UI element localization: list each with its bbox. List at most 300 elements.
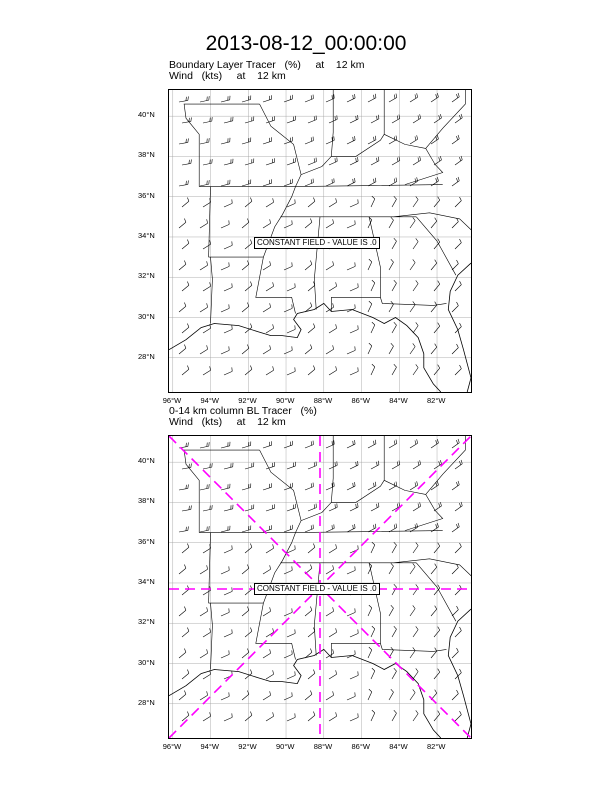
wind-barb bbox=[392, 364, 397, 375]
barb-shaft bbox=[389, 692, 394, 700]
barb-feather bbox=[191, 117, 192, 121]
barb-feather bbox=[333, 691, 334, 695]
wind-barb bbox=[329, 670, 337, 679]
barb-feather bbox=[336, 544, 337, 548]
barb-feather bbox=[189, 464, 190, 468]
barb-feather bbox=[394, 322, 397, 325]
barb-shaft bbox=[329, 202, 337, 207]
barb-shaft bbox=[431, 305, 437, 312]
barb-shaft bbox=[410, 651, 415, 658]
barb-shaft bbox=[347, 444, 355, 448]
barb-feather bbox=[187, 366, 188, 370]
barb-feather bbox=[435, 606, 437, 609]
barb-shaft bbox=[392, 629, 397, 637]
barb-shaft bbox=[371, 545, 375, 553]
barb-shaft bbox=[182, 547, 189, 553]
barb-feather bbox=[391, 563, 394, 566]
barb-feather bbox=[394, 179, 395, 183]
barb-shaft bbox=[455, 243, 461, 249]
barb-feather bbox=[435, 302, 437, 305]
wind-barb bbox=[413, 626, 418, 637]
barb-shaft bbox=[434, 464, 441, 469]
wind-barb bbox=[371, 196, 375, 207]
barb-shaft bbox=[200, 223, 208, 228]
wind-barb bbox=[203, 712, 211, 721]
barb-shaft bbox=[329, 548, 337, 553]
barb-feather bbox=[396, 440, 397, 444]
wind-barb bbox=[371, 503, 379, 511]
wind-barb bbox=[284, 692, 292, 700]
barb-shaft bbox=[389, 220, 394, 228]
wind-barb bbox=[242, 691, 249, 700]
wind-barb bbox=[413, 196, 418, 207]
wind-barb bbox=[347, 262, 355, 270]
barb-feather bbox=[186, 527, 187, 531]
barb-shaft bbox=[413, 160, 421, 165]
barb-feather bbox=[417, 93, 418, 97]
barb-shaft bbox=[371, 325, 375, 333]
barb-feather bbox=[394, 668, 397, 671]
wind-barb bbox=[221, 96, 230, 102]
wind-barb bbox=[242, 261, 249, 270]
barb-shaft bbox=[413, 200, 418, 207]
barb-feather bbox=[355, 136, 356, 140]
wind-barb bbox=[200, 607, 208, 616]
state-boundary bbox=[331, 563, 380, 658]
barb-shaft bbox=[179, 306, 186, 312]
barb-shaft bbox=[224, 371, 232, 375]
barb-shaft bbox=[431, 485, 438, 490]
barb-shaft bbox=[200, 569, 208, 574]
wind-barb bbox=[329, 503, 337, 511]
barb-feather bbox=[207, 345, 208, 349]
wind-barb bbox=[431, 564, 437, 574]
wind-barb bbox=[242, 303, 249, 312]
wind-barb bbox=[455, 543, 461, 553]
barb-feather bbox=[460, 669, 462, 673]
barb-feather bbox=[186, 485, 187, 489]
barb-feather bbox=[391, 689, 394, 692]
wind-barb bbox=[389, 217, 394, 228]
barb-shaft bbox=[221, 100, 230, 102]
barb-feather bbox=[438, 365, 440, 368]
barb-feather bbox=[396, 482, 397, 486]
barb-shaft bbox=[347, 98, 355, 102]
wind-barb bbox=[221, 442, 230, 448]
wind-barb bbox=[182, 544, 189, 553]
wind-barb bbox=[287, 158, 295, 165]
barb-feather bbox=[415, 178, 416, 182]
state-boundary bbox=[209, 187, 211, 258]
barb-feather bbox=[184, 691, 185, 695]
barb-shaft bbox=[284, 696, 292, 700]
barb-shaft bbox=[371, 161, 379, 165]
wind-barb bbox=[371, 322, 375, 333]
wind-barb bbox=[200, 303, 208, 312]
barb-shaft bbox=[371, 367, 375, 375]
wind-barb bbox=[347, 440, 355, 448]
barb-feather bbox=[207, 261, 208, 265]
barb-feather bbox=[420, 502, 421, 506]
wind-barb bbox=[266, 198, 274, 207]
barb-shaft bbox=[371, 671, 375, 679]
wind-barb bbox=[329, 198, 337, 207]
lon-tick-label: 90°W bbox=[276, 396, 295, 405]
barb-feather bbox=[375, 178, 376, 182]
wind-barb bbox=[413, 364, 418, 375]
wind-barb bbox=[224, 325, 232, 333]
barb-feather bbox=[394, 137, 395, 141]
barb-shaft bbox=[179, 652, 186, 658]
lat-tick-label: 38°N bbox=[138, 150, 155, 160]
barb-feather bbox=[336, 198, 337, 202]
barb-feather bbox=[373, 525, 374, 529]
barb-shaft bbox=[305, 222, 312, 228]
wind-barb bbox=[179, 607, 186, 616]
barb-feather bbox=[373, 179, 374, 183]
wind-barb bbox=[413, 460, 421, 469]
barb-shaft bbox=[221, 654, 229, 658]
barb-feather bbox=[413, 301, 415, 304]
wind-barb bbox=[368, 94, 376, 102]
barb-feather bbox=[313, 712, 314, 716]
barb-shaft bbox=[179, 264, 186, 270]
barb-shaft bbox=[284, 224, 292, 228]
wind-barb bbox=[452, 260, 458, 270]
barb-shaft bbox=[431, 527, 438, 532]
barb-feather bbox=[310, 261, 311, 265]
barb-feather bbox=[460, 281, 462, 285]
barb-shaft bbox=[200, 446, 209, 448]
barb-feather bbox=[187, 198, 188, 202]
state-boundary bbox=[301, 90, 333, 175]
wind-barb bbox=[347, 524, 355, 532]
wind-barb bbox=[371, 364, 375, 375]
barb-feather bbox=[186, 97, 187, 101]
wind-barb bbox=[287, 504, 295, 511]
barb-shaft bbox=[452, 348, 458, 354]
wind-barb bbox=[203, 282, 211, 291]
barb-shaft bbox=[182, 285, 189, 291]
wind-barb bbox=[182, 198, 189, 207]
barb-shaft bbox=[284, 445, 292, 448]
wind-barb bbox=[203, 505, 212, 511]
barb-shaft bbox=[431, 139, 438, 144]
barb-feather bbox=[270, 691, 271, 695]
barb-shaft bbox=[350, 119, 358, 123]
barb-shaft bbox=[308, 201, 315, 207]
barb-shaft bbox=[326, 265, 334, 270]
barb-feather bbox=[353, 441, 354, 445]
barb-feather bbox=[435, 218, 437, 221]
wind-barb bbox=[347, 608, 355, 616]
barb-shaft bbox=[287, 329, 295, 333]
barb-feather bbox=[273, 712, 274, 716]
barb-shaft bbox=[350, 507, 358, 511]
barb-feather bbox=[415, 136, 416, 140]
barb-shaft bbox=[350, 465, 358, 469]
barb-shaft bbox=[182, 201, 189, 207]
wind-barb bbox=[263, 345, 271, 354]
wind-barb bbox=[413, 114, 421, 123]
state-boundary bbox=[199, 531, 443, 533]
barb-shaft bbox=[245, 467, 254, 469]
barb-feather bbox=[355, 178, 356, 182]
barb-feather bbox=[435, 260, 437, 263]
wind-barb bbox=[266, 324, 274, 333]
barb-shaft bbox=[392, 465, 400, 470]
barb-shaft bbox=[452, 222, 458, 228]
wind-barb bbox=[371, 542, 375, 553]
barb-shaft bbox=[347, 224, 355, 228]
wind-barb bbox=[350, 199, 358, 207]
wind-barb bbox=[413, 542, 418, 553]
wind-barb bbox=[245, 117, 254, 123]
barb-shaft bbox=[305, 529, 313, 532]
atlantic-coastline bbox=[448, 609, 471, 738]
barb-shaft bbox=[203, 548, 211, 553]
barb-feather bbox=[188, 138, 189, 142]
wind-barb bbox=[224, 241, 232, 249]
barb-shaft bbox=[452, 139, 459, 144]
barb-shaft bbox=[413, 506, 421, 511]
barb-feather bbox=[250, 670, 251, 674]
wind-barb bbox=[287, 671, 295, 679]
barb-shaft bbox=[263, 569, 271, 574]
wind-barb bbox=[329, 544, 337, 553]
barb-feather bbox=[391, 217, 394, 220]
barb-feather bbox=[416, 364, 418, 367]
barb-shaft bbox=[308, 120, 316, 123]
barb-shaft bbox=[389, 98, 397, 103]
barb-shaft bbox=[284, 570, 292, 574]
barb-feather bbox=[250, 282, 251, 286]
wind-barb bbox=[455, 711, 461, 721]
barb-shaft bbox=[329, 632, 337, 637]
barb-feather bbox=[207, 607, 208, 611]
barb-shaft bbox=[350, 287, 358, 291]
panel-2-subtitle-1: 0-14 km column BL Tracer (%) bbox=[169, 405, 317, 417]
wind-barb bbox=[179, 526, 188, 532]
wind-barb bbox=[305, 691, 312, 700]
wind-barb bbox=[326, 649, 334, 658]
barb-feather bbox=[439, 115, 440, 119]
barb-shaft bbox=[455, 547, 461, 553]
wind-barb bbox=[266, 158, 275, 165]
lon-tick-label: 96°W bbox=[162, 742, 182, 751]
barb-shaft bbox=[455, 369, 461, 375]
barb-shaft bbox=[266, 466, 275, 469]
wind-barb bbox=[326, 524, 334, 532]
barb-feather bbox=[436, 524, 437, 528]
barb-shaft bbox=[182, 243, 189, 249]
wind-barb bbox=[410, 135, 418, 144]
lon-tick-label: 94°W bbox=[200, 742, 219, 751]
barb-shaft bbox=[368, 608, 372, 616]
barb-feather bbox=[372, 710, 375, 713]
wind-barb bbox=[203, 117, 212, 123]
barb-feather bbox=[375, 136, 376, 140]
wind-barb bbox=[392, 280, 397, 291]
barb-shaft bbox=[287, 633, 295, 637]
barb-feather bbox=[459, 115, 460, 119]
barb-shaft bbox=[305, 610, 312, 616]
wind-barb bbox=[221, 262, 229, 270]
wind-barb bbox=[284, 262, 292, 270]
barb-shaft bbox=[245, 509, 254, 511]
barb-shaft bbox=[452, 443, 459, 448]
barb-shaft bbox=[305, 694, 312, 700]
wind-barb bbox=[389, 605, 394, 616]
barb-feather bbox=[437, 135, 438, 139]
wind-barb bbox=[263, 95, 272, 102]
barb-feather bbox=[188, 180, 189, 184]
barb-feather bbox=[250, 324, 251, 328]
wind-barb bbox=[326, 607, 334, 616]
wind-barb bbox=[200, 219, 208, 228]
barb-feather bbox=[457, 606, 459, 610]
wind-barb bbox=[221, 180, 230, 186]
barb-shaft bbox=[266, 548, 274, 553]
barb-shaft bbox=[326, 569, 334, 574]
wind-barb bbox=[203, 586, 211, 595]
barb-feather bbox=[187, 670, 188, 674]
panel-1-subtitle-1: Boundary Layer Tracer (%) at 12 km bbox=[169, 59, 365, 71]
barb-feather bbox=[375, 440, 376, 444]
state-boundary bbox=[394, 213, 471, 237]
wind-barb bbox=[266, 712, 274, 721]
barb-shaft bbox=[308, 466, 316, 469]
wind-barb bbox=[266, 544, 274, 553]
lon-tick-label: 82°W bbox=[427, 742, 446, 751]
barb-shaft bbox=[179, 142, 188, 144]
barb-shaft bbox=[242, 610, 249, 616]
barb-feather bbox=[273, 366, 274, 370]
lon-tick-label: 84°W bbox=[389, 396, 408, 405]
wind-barb bbox=[308, 544, 315, 553]
wind-barb bbox=[200, 691, 208, 700]
barb-shaft bbox=[413, 464, 421, 469]
wind-barb bbox=[221, 608, 229, 616]
wind-barb bbox=[350, 503, 358, 511]
barb-feather bbox=[438, 239, 440, 242]
barb-shaft bbox=[347, 570, 355, 574]
barb-shaft bbox=[224, 163, 233, 165]
wind-barb bbox=[305, 345, 312, 354]
barb-shaft bbox=[224, 329, 232, 333]
barb-shaft bbox=[413, 714, 418, 721]
barb-feather bbox=[273, 628, 274, 632]
wind-barb bbox=[224, 713, 232, 721]
barb-shaft bbox=[368, 262, 372, 270]
wind-barb bbox=[392, 238, 397, 249]
wind-barb bbox=[326, 178, 334, 186]
wind-barb bbox=[200, 526, 209, 532]
barb-feather bbox=[191, 505, 192, 509]
lon-tick-label: 94°W bbox=[200, 396, 219, 405]
barb-feather bbox=[358, 503, 359, 507]
wind-barb bbox=[308, 366, 315, 375]
barb-shaft bbox=[389, 608, 394, 616]
wind-barb bbox=[455, 156, 462, 165]
barb-shaft bbox=[455, 464, 462, 469]
barb-shaft bbox=[179, 100, 188, 102]
barb-shaft bbox=[389, 304, 394, 312]
barb-feather bbox=[376, 504, 377, 508]
wind-barb bbox=[287, 325, 295, 333]
lon-tick-label: 86°W bbox=[351, 396, 370, 405]
wind-barb bbox=[308, 116, 316, 123]
wind-barb bbox=[203, 463, 212, 469]
wind-barb bbox=[392, 322, 397, 333]
wind-barb bbox=[182, 159, 191, 165]
wind-barb bbox=[224, 159, 233, 165]
barb-shaft bbox=[368, 650, 372, 658]
barb-feather bbox=[310, 649, 311, 653]
barb-shaft bbox=[434, 506, 441, 511]
barb-shaft bbox=[305, 487, 313, 490]
barb-shaft bbox=[200, 611, 208, 616]
barb-feather bbox=[188, 442, 189, 446]
wind-barb bbox=[410, 259, 415, 270]
barb-feather bbox=[394, 584, 397, 587]
barb-feather bbox=[457, 302, 459, 306]
wind-barb bbox=[455, 365, 461, 375]
barb-shaft bbox=[452, 97, 459, 102]
state-boundary bbox=[380, 643, 446, 651]
barb-shaft bbox=[224, 509, 233, 511]
barb-feather bbox=[396, 178, 397, 182]
wind-barb bbox=[326, 303, 334, 312]
barb-shaft bbox=[308, 715, 315, 721]
wind-barb bbox=[308, 504, 316, 511]
barb-shaft bbox=[410, 139, 418, 144]
barb-feather bbox=[250, 198, 251, 202]
barb-feather bbox=[394, 441, 395, 445]
wind-barb bbox=[434, 114, 441, 123]
wind-barb bbox=[455, 281, 461, 291]
barb-feather bbox=[420, 156, 421, 160]
barb-feather bbox=[189, 160, 190, 164]
wind-barb bbox=[221, 692, 229, 700]
barb-shaft bbox=[392, 241, 397, 249]
wind-barb bbox=[287, 713, 295, 721]
barb-feather bbox=[353, 483, 354, 487]
barb-shaft bbox=[221, 266, 229, 270]
wind-barb bbox=[413, 280, 418, 291]
barb-feather bbox=[270, 649, 271, 653]
barb-feather bbox=[438, 669, 440, 672]
barb-feather bbox=[461, 114, 462, 118]
wind-barb bbox=[182, 282, 189, 291]
wind-barb bbox=[455, 239, 461, 249]
barb-feather bbox=[416, 710, 418, 713]
barb-feather bbox=[373, 441, 374, 445]
wind-barb bbox=[305, 525, 313, 532]
wind-barb bbox=[284, 179, 292, 186]
barb-shaft bbox=[326, 695, 334, 700]
wind-barb bbox=[221, 566, 229, 574]
wind-barb bbox=[242, 96, 251, 102]
barb-feather bbox=[353, 137, 354, 141]
barb-feather bbox=[310, 691, 311, 695]
barb-feather bbox=[391, 343, 394, 346]
wind-barb bbox=[389, 689, 394, 700]
barb-feather bbox=[439, 503, 440, 507]
wind-barb bbox=[326, 219, 334, 228]
wind-barb bbox=[263, 607, 271, 616]
barb-feather bbox=[207, 649, 208, 653]
